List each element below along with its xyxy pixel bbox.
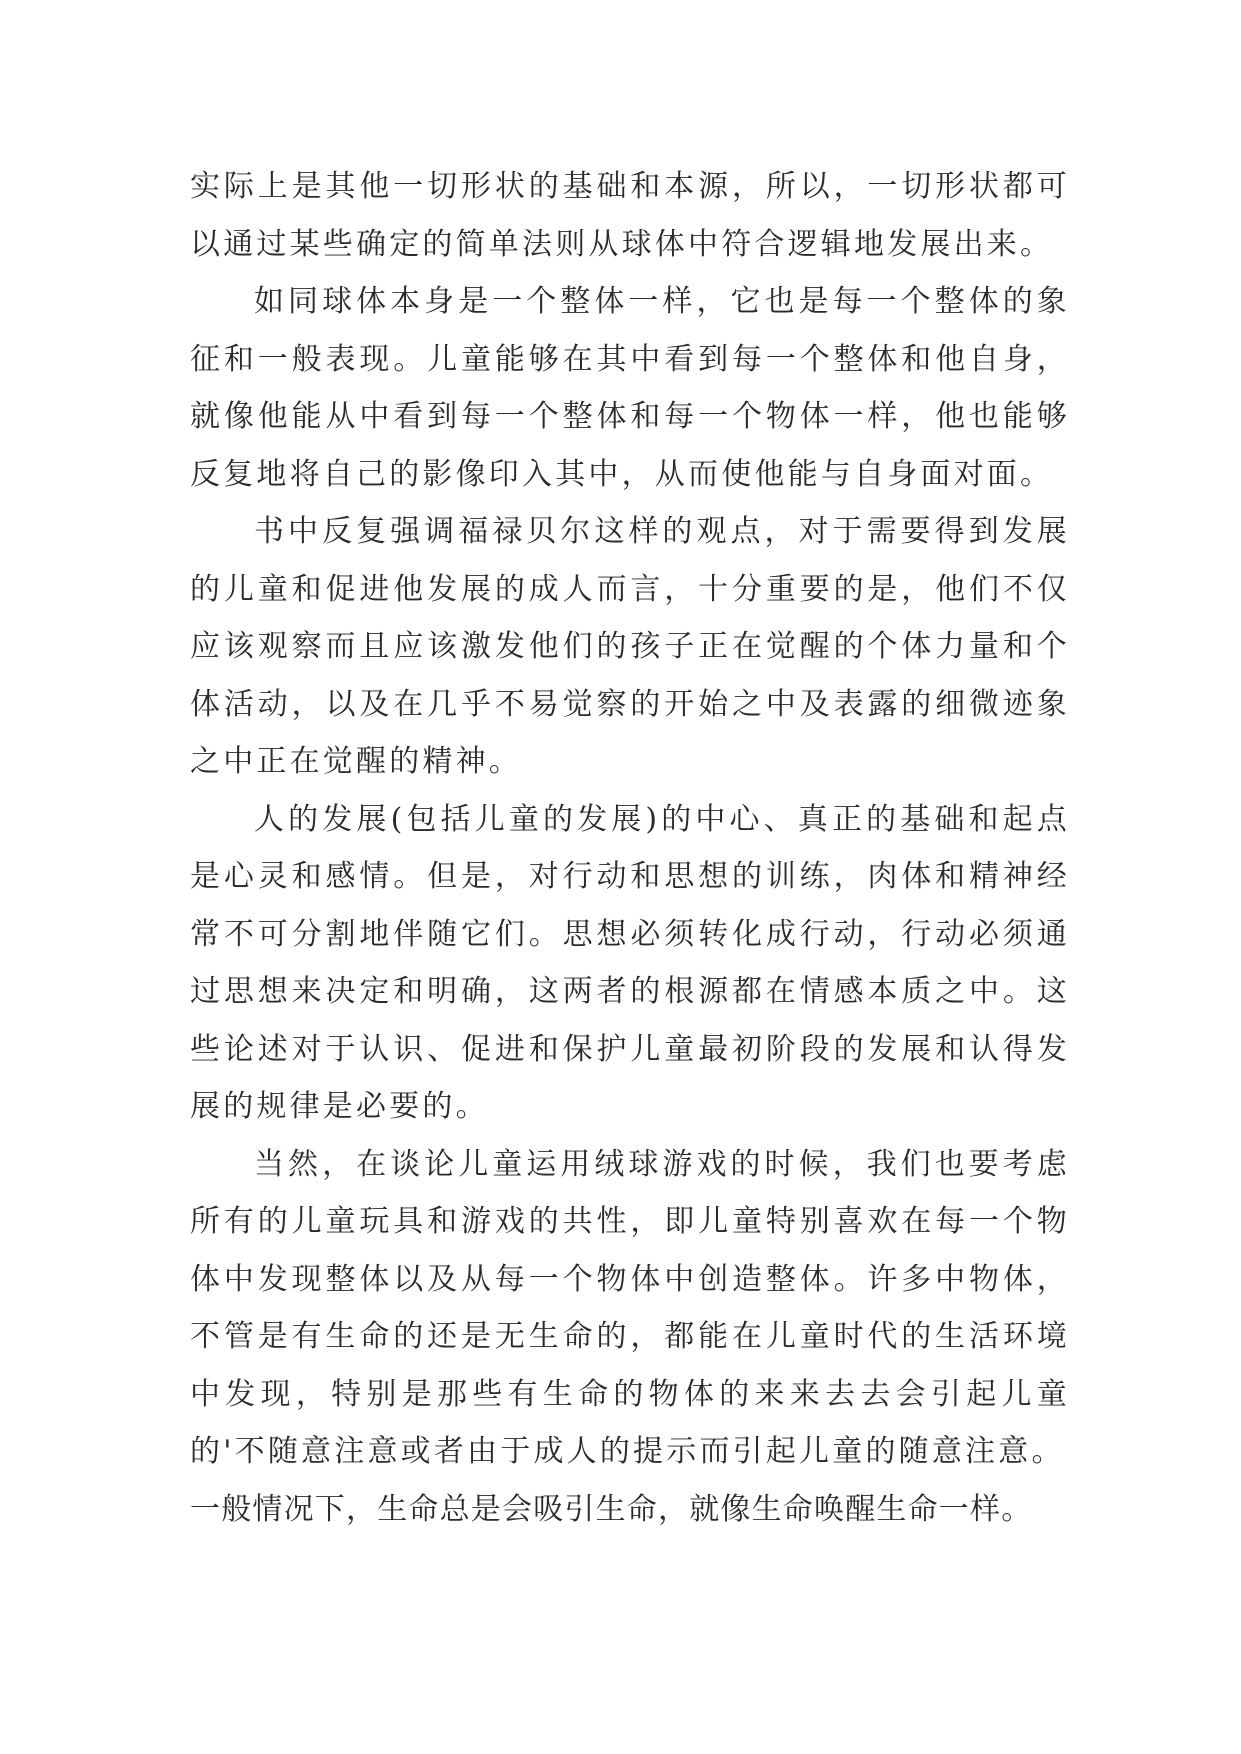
paragraph-life-attracts-life: 一般情况下，生命总是会吸引生命，就像生命唤醒生命一样。 — [190, 1491, 1033, 1527]
paragraph-continuation: 实际上是其他一切形状的基础和本源，所以，一切形状都可以通过某些确定的简单法则从球体中符合逻辑地发展出来。 — [190, 169, 1070, 262]
document-body — [190, 158, 1070, 1538]
paragraph-development-center: 人的发展(包括儿童的发展)的中心、真正的基础和起点是心灵和感情。但是，对行动和思想的训练，肉体和精神经常不可分割地伴随它们。思想必须转化成行动，行动必须通过思想来决定和明确，这两者的根源都在情感本质之中。这些论述对于认识、促进和保护儿童最初阶段的发展和认得发展的规律是必要的。 — [190, 801, 1070, 1124]
paragraph-ball-games: 当然，在谈论儿童运用绒球游戏的时候，我们也要考虑所有的儿童玩具和游戏的共性，即儿童特别喜欢在每一个物体中发现整体以及从每一个物体中创造整体。许多中物体，不管是有生命的还是无生命的，都能在儿童时代的生活环境中发现，特别是那些有生命的物体的来来去去会引起儿童的'不随意注意或者由于成人的提示而引起儿童的随意注意。 — [190, 1146, 1070, 1469]
paragraph-froebel-view: 书中反复强调福禄贝尔这样的观点，对于需要得到发展的儿童和促进他发展的成人而言，十分重要的是，他们不仅应该观察而且应该激发他们的孩子正在觉醒的个体力量和个体活动，以及在几乎不易觉察的开始之中及表露的细微迹象之中正在觉醒的精神。 — [190, 514, 1070, 779]
paragraph-sphere-symbol: 如同球体本身是一个整体一样，它也是每一个整体的象征和一般表现。儿童能够在其中看到每一个整体和他自身，就像他能从中看到每一个整体和每一个物体一样，他也能够反复地将自己的影像印入其中，从而使他能与自身面对面。 — [190, 284, 1070, 492]
